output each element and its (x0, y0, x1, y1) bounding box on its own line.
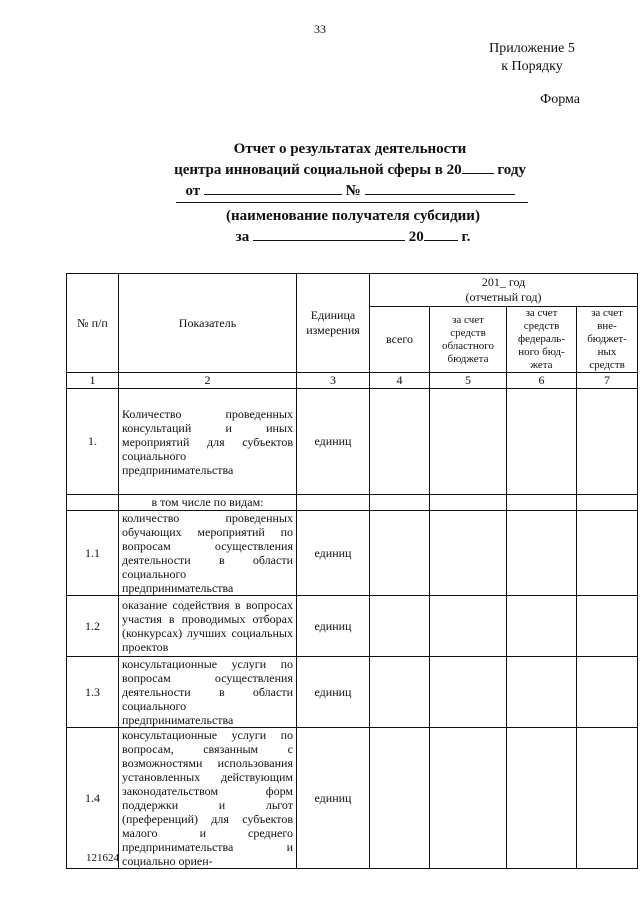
row-cell-regional (430, 657, 507, 728)
row-num: 1.2 (67, 596, 119, 657)
title-line-2-prefix: центра инноваций социальной сферы в 20 (174, 162, 462, 178)
row-cell-federal (507, 657, 577, 728)
number-blank (365, 180, 515, 195)
table-subheader-row (67, 495, 638, 511)
table-row (67, 596, 638, 657)
col-number: 7 (577, 373, 638, 389)
number-sign: № (345, 183, 361, 199)
header-year (370, 274, 638, 307)
g-label: г. (461, 229, 471, 245)
year-blank (462, 159, 494, 174)
recipient-caption: (наименование получателя субсидии) (226, 208, 480, 224)
ot-label: от (185, 183, 201, 199)
row-num (67, 495, 119, 511)
row-cell-extra (577, 728, 638, 869)
report-table (66, 273, 638, 869)
title-line-2-suffix: году (497, 162, 526, 178)
header-total: всего (370, 307, 430, 373)
row-cell-total (370, 728, 430, 869)
appendix-line-2: к Порядку (501, 59, 563, 74)
row-cell-extra (577, 657, 638, 728)
table-row (67, 389, 638, 495)
row-unit: единиц (297, 657, 370, 728)
row-cell-regional (430, 511, 507, 596)
row-indicator: оказание содействия в вопросах участия в проводимых отборах (конкурсах) лучших социальных проектов (119, 596, 297, 657)
date-number-row (0, 180, 640, 201)
row-cell-total (370, 657, 430, 728)
period-row (0, 226, 640, 246)
row-subheader: в том числе по видам: (119, 495, 297, 511)
footer-code: 121624 (86, 852, 119, 864)
col-number: 2 (119, 373, 297, 389)
title-line-2 (0, 159, 640, 180)
row-unit: единиц (297, 728, 370, 869)
row-indicator: Количество проведенных консультаций и иных мероприятий для субъектов социального предпринимательства (119, 389, 297, 495)
report-title (0, 140, 640, 201)
date-blank (204, 180, 342, 195)
row-unit: единиц (297, 596, 370, 657)
col-number: 3 (297, 373, 370, 389)
header-unit: Единица измерения (297, 274, 370, 373)
row-cell-total (370, 596, 430, 657)
row-cell-federal (507, 389, 577, 495)
col-number: 6 (507, 373, 577, 389)
row-indicator: консультационные услуги по вопросам осуществления деятельности в области социального предпринимательства (119, 657, 297, 728)
title-line-1: Отчет о результатах деятельности (233, 141, 467, 157)
appendix-line-1: Приложение 5 (489, 41, 575, 56)
row-cell-federal (507, 495, 577, 511)
header-year-sub: (отчетный год) (465, 290, 542, 304)
row-cell-extra (577, 495, 638, 511)
row-indicator: консультационные услуги по вопросам, связанным с возможностями использования установленных действующим законодательством форм поддержки и льгот (преференций) для субъектов малого и среднего предпринимательства и социально ориен- (119, 728, 297, 869)
row-cell-total (370, 511, 430, 596)
table-row (67, 728, 638, 869)
form-label: Форма (540, 92, 580, 107)
recipient-name-line (176, 202, 528, 203)
row-cell-regional (430, 495, 507, 511)
row-cell-regional (430, 389, 507, 495)
page-number: 33 (314, 22, 326, 36)
row-num: 1.1 (67, 511, 119, 596)
header-indicator: Показатель (119, 274, 297, 373)
year-suffix-blank (424, 226, 458, 241)
header-regional: за счет средств областного бюджета (430, 307, 507, 373)
row-unit (297, 495, 370, 511)
row-cell-extra (577, 389, 638, 495)
row-cell-total (370, 389, 430, 495)
row-num: 1.4 (67, 728, 119, 869)
column-number-row (67, 373, 638, 389)
za-label: за (235, 229, 250, 245)
col-number: 1 (67, 373, 119, 389)
col-number: 4 (370, 373, 430, 389)
row-unit: единиц (297, 389, 370, 495)
period-blank (253, 226, 405, 241)
table-row (67, 657, 638, 728)
row-cell-federal (507, 728, 577, 869)
row-cell-federal (507, 511, 577, 596)
col-number: 5 (430, 373, 507, 389)
header-federal: за счет средств федераль-ного бюд-жета (507, 307, 577, 373)
header-extra: за счет вне-бюджет-ных средств (577, 307, 638, 373)
row-cell-extra (577, 596, 638, 657)
row-cell-total (370, 495, 430, 511)
row-cell-regional (430, 596, 507, 657)
table-row (67, 511, 638, 596)
appendix-caption (452, 40, 612, 76)
row-cell-federal (507, 596, 577, 657)
year-prefix: 20 (408, 229, 424, 245)
row-cell-extra (577, 511, 638, 596)
row-cell-regional (430, 728, 507, 869)
row-num: 1. (67, 389, 119, 495)
row-num: 1.3 (67, 657, 119, 728)
header-num: № п/п (67, 274, 119, 373)
header-year-label: 201_ год (481, 275, 526, 289)
row-unit: единиц (297, 511, 370, 596)
row-indicator: количество проведенных обучающих мероприятий по вопросам осуществления деятельности в области социального предпринимательства (119, 511, 297, 596)
